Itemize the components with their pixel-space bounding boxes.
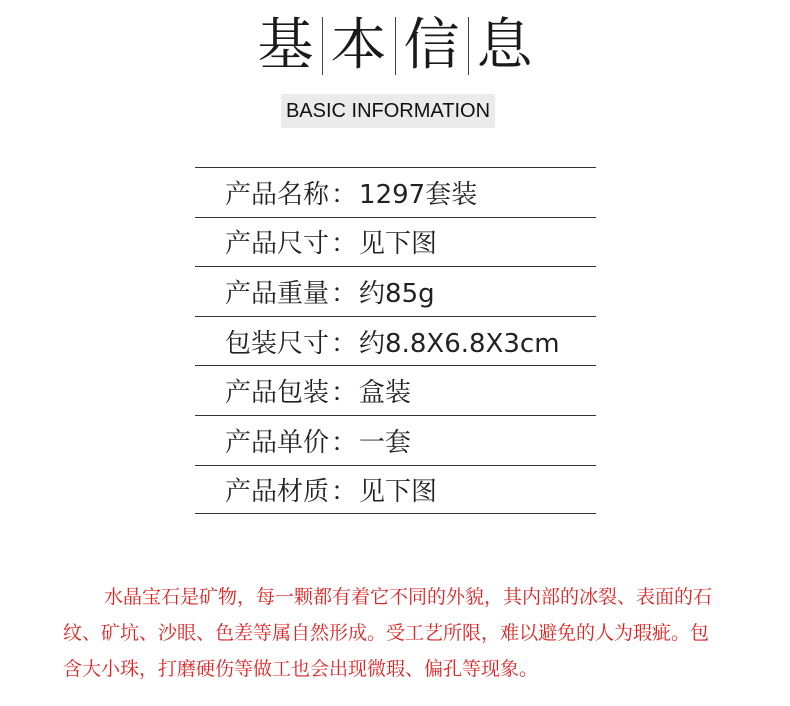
info-row-package-size [195,316,596,366]
info-label: 产品包装 [225,378,330,409]
info-value: 一套 [359,427,412,458]
info-row-weight [195,266,596,316]
info-label: 产品名称 [225,179,330,210]
info-value: 约8.8X6.8X3cm [359,328,560,359]
info-label: 产品单价 [225,427,330,458]
info-label: 产品尺寸 [225,229,330,260]
info-separator: ： [331,328,358,359]
info-separator: ： [331,229,358,260]
info-row-unit-price [195,415,596,465]
title-char: 本 [330,13,387,78]
info-separator: ： [331,476,358,507]
info-value: 见下图 [359,476,438,507]
subtitle-badge [281,94,495,128]
info-separator: ： [331,278,358,309]
info-separator: ： [331,179,358,210]
subtitle-text: BASIC INFORMATION [285,99,491,122]
info-row-material [195,465,596,515]
info-separator: ： [331,378,358,409]
info-row-size [195,217,596,267]
info-separator: ： [331,427,358,458]
info-row-packaging [195,365,596,415]
info-value: 盒装 [359,378,412,409]
title-char: 信 [403,13,460,78]
info-label: 产品重量 [225,278,330,309]
info-table [195,167,596,514]
title-char: 基 [257,13,314,78]
info-value: 1297套装 [359,179,478,210]
info-value: 见下图 [359,229,438,260]
page-title [0,14,790,78]
title-char: 息 [476,13,533,78]
info-row-name [195,167,596,217]
info-label: 产品材质 [225,476,330,507]
disclaimer-text: 水晶宝石是矿物，每一颗都有着它不同的外貌，其内部的冰裂、表面的石纹、矿坑、沙眼、色差等属自然形成。受工艺所限，难以避免的人为瑕疵。包含大小珠，打磨硬伤等做工也会出现微瑕、偏孔等现象。 [63,586,713,680]
info-value: 约85g [359,278,435,309]
info-label: 包装尺寸 [225,328,330,359]
